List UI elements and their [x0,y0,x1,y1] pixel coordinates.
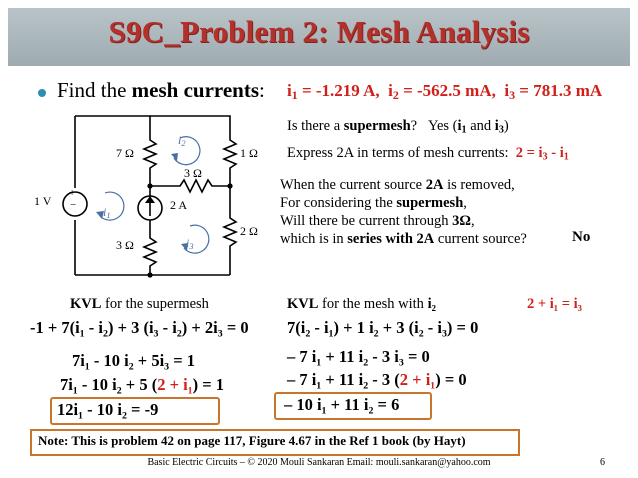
label-2-ohm: 2 Ω [240,224,258,238]
left-eq-1: -1 + 7(i₁ - i₂) + 3 (i₃ - i₂) + 2i₃ = 0 [30,318,249,337]
wire-top-left [75,116,150,135]
left-eq-4: 12i₁ - 10 i₂ = -9 [57,400,159,419]
right-header: KVL for the mesh with i₂ [287,296,436,312]
resistor-3-ohm-bottom [144,233,156,275]
label-mesh-2: $i_2$ [178,133,186,149]
resistor-3-ohm-top [150,180,230,192]
mesh-current-answer: $i_1 = -1.219$ A, $i_2 = -562.5$ mA, $i_3 = 781.3$ mA [287,81,603,102]
question-supermesh: Is there a supermesh? Yes ($i_1$ and $i_3$) [287,118,509,136]
question-paragraph: When the current source 2A is removed, For considering the supermesh, Will there be current through 3Ω, which is in series with 2A current source? [280,177,527,247]
label-2-amp: 2 A [170,198,188,212]
label-3-ohm-bottom: 3 Ω [116,238,134,252]
question-express-2a: Express 2A in terms of mesh currents: $2 = i_3 - i_1$ [287,145,569,163]
label-mesh-1: $i_1$ [103,205,111,221]
left-header: KVL for the supermesh [70,296,209,312]
note-text: Note: This is problem 42 on page 117, Figure 4.67 in the Ref 1 book (by Hayt) [38,433,466,448]
right-eq-3: – 7 i₁ + 11 i₂ - 3 (2 + i₁) = 0 [287,370,467,389]
resistor-7-ohm [144,135,156,186]
right-eq-4: – 10 i₁ + 11 i₂ = 6 [284,395,400,414]
page-number: 6 [600,457,605,468]
label-mesh-3: $i_3$ [186,236,194,252]
right-eq-1: 7(i₂ - i₁) + 1 i₂ + 3 (i₂ - i₃) = 0 [287,318,479,337]
label-1-volt: 1 V [34,194,52,208]
right-eq-2: – 7 i₁ + 11 i₂ - 3 i₃ = 0 [287,347,430,366]
label-7-ohm: 7 Ω [116,146,134,160]
circuit-diagram [30,108,275,283]
label-1-ohm: 1 Ω [240,146,258,160]
resistor-2-ohm [224,213,236,275]
label-minus: − [70,199,77,211]
left-eq-2: 7i₁ - 10 i₂ + 5i₃ = 1 [72,351,196,370]
bullet-text: Find the mesh currents: [57,78,265,102]
label-plus: + [69,187,76,199]
resistor-1-ohm [224,135,236,186]
label-3-ohm-top: 3 Ω [184,166,202,180]
right-constraint: 2 + i₁ = i₃ [527,296,583,312]
wire-top-right [150,116,230,135]
slide-title: S9C_Problem 2: Mesh Analysis [108,14,530,49]
left-eq-3: 7i₁ - 10 i₂ + 5 (2 + i₁) = 1 [60,375,225,394]
footer-text: Basic Electric Circuits – © 2020 Mouli Sankaran Email: mouli.sankaran@yahoo.com [147,457,491,468]
answer-no: No [572,229,591,245]
bullet-icon [38,89,46,97]
